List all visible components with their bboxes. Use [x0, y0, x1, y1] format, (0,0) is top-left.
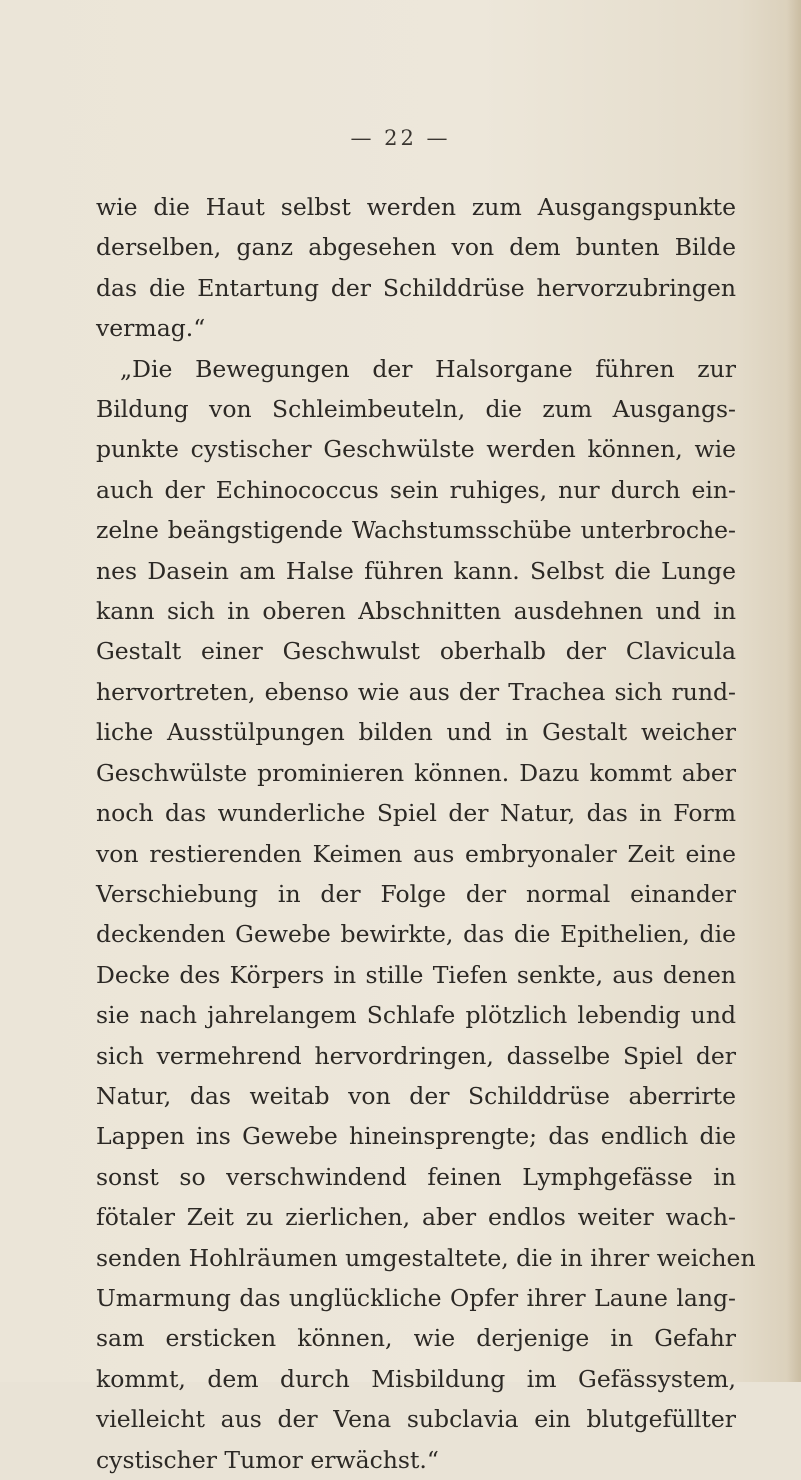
body-text	[96, 187, 756, 1480]
text-line: sie nach jahrelangem Schlafe plötzlich lebendig und	[96, 1001, 736, 1030]
text-line: sam ersticken können, wie derjenige in Gefahr	[96, 1324, 736, 1353]
text-line: von restierenden Keimen aus embryonaler Zeit eine	[96, 839, 736, 868]
text-line: punkte cystischer Geschwülste werden können, wie	[96, 435, 736, 464]
text-line: wie die Haut selbst werden zum Ausgangspunkte	[96, 193, 736, 221]
text-line: vermag.“	[96, 314, 206, 343]
page-edge-shadow	[787, 0, 801, 1382]
text-line: sonst so verschwindend feinen Lymphgefässe in	[96, 1162, 736, 1191]
text-line: vielleicht aus der Vena subclavia ein blutgefüllter	[96, 1405, 736, 1434]
text-line: Gestalt einer Geschwulst oberhalb der Clavicula	[96, 637, 736, 666]
text-line: noch das wunderliche Spiel der Natur, das in Form	[96, 799, 736, 828]
text-line: zelne beängstigende Wachstumsschübe unterbroche-	[96, 516, 736, 545]
text-line: derselben, ganz abgesehen von dem bunten Bilde	[96, 233, 736, 262]
text-line: sich vermehrend hervordringen, dasselbe Spiel der	[96, 1041, 736, 1070]
text-line: fötaler Zeit zu zierlichen, aber endlos weiter wach-	[96, 1203, 736, 1232]
text-line: das die Entartung der Schilddrüse hervorzubringen	[96, 273, 736, 302]
text-line: „Die Bewegungen der Halsorgane führen zur	[120, 354, 736, 383]
text-line: Umarmung das unglückliche Opfer ihrer Laune lang-	[96, 1283, 736, 1312]
text-line: auch der Echinococcus sein ruhiges, nur durch ein-	[96, 475, 736, 504]
text-line: cystischer Tumor erwächst.“	[96, 1445, 439, 1474]
text-line: Natur, das weitab von der Schilddrüse aberrirte	[96, 1081, 736, 1110]
text-line: kann sich in oberen Abschnitten ausdehnen und in	[96, 597, 736, 626]
text-line: Verschiebung in der Folge der normal einander	[96, 879, 736, 908]
text-line: senden Hohlräumen umgestaltete, die in ihrer weichen	[96, 1243, 756, 1272]
text-line: Lappen ins Gewebe hineinsprengte; das endlich die	[96, 1122, 736, 1151]
page-number: — 22 —	[350, 126, 451, 150]
text-line: Bildung von Schleimbeuteln, die zum Ausgangs-	[96, 395, 736, 424]
text-line: hervortreten, ebenso wie aus der Trachea sich rund-	[96, 677, 736, 706]
text-line: liche Ausstülpungen bilden und in Gestalt weicher	[96, 718, 736, 747]
text-line: nes Dasein am Halse führen kann. Selbst die Lunge	[96, 556, 736, 585]
text-line: Geschwülste prominieren können. Dazu kommt aber	[96, 758, 736, 787]
text-line: deckenden Gewebe bewirkte, das die Epithelien, die	[96, 920, 736, 949]
text-line: Decke des Körpers in stille Tiefen senkte, aus denen	[96, 960, 736, 989]
text-line: kommt, dem durch Misbildung im Gefässystem,	[96, 1364, 736, 1393]
